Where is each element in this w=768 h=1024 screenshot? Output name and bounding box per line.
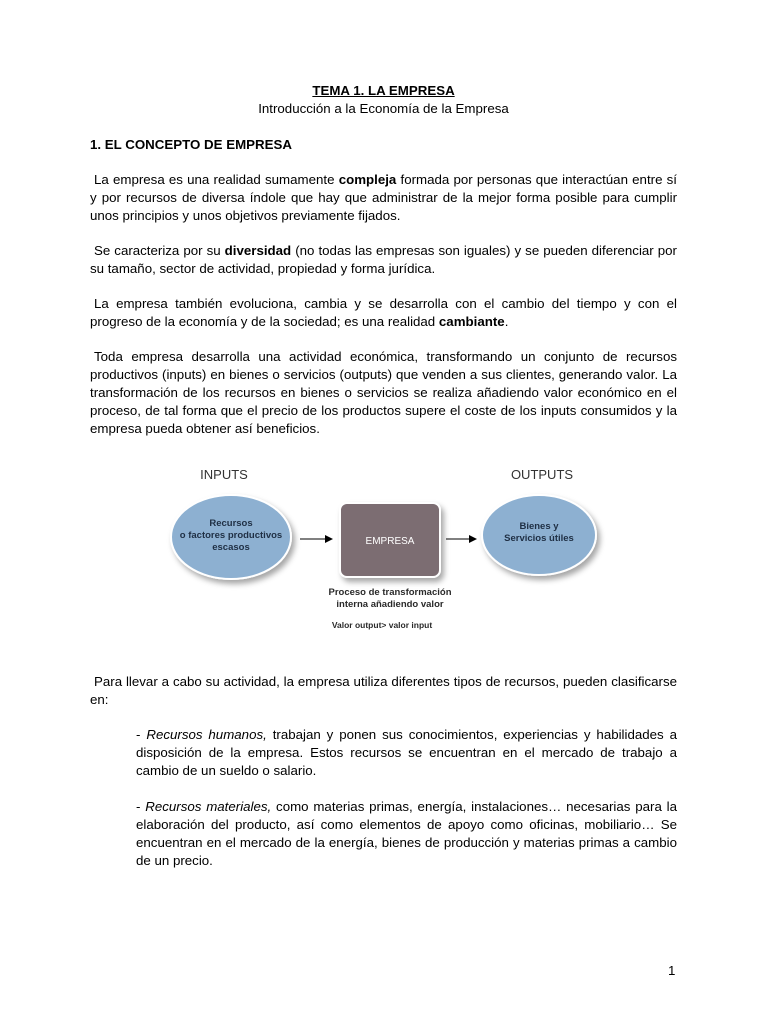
paragraph-change: [90, 295, 677, 331]
list-dash: -: [136, 799, 146, 814]
process-line-2: interna añadiendo valor: [336, 599, 444, 610]
empresa-label: EMPRESA: [365, 536, 415, 547]
bold-term: diversidad: [224, 243, 292, 258]
page-number: 1: [668, 963, 676, 978]
text-run: La empresa es una realidad sumamente: [94, 172, 339, 187]
paragraph-complexity: [90, 171, 677, 225]
paragraph-diversity: [90, 242, 677, 278]
document-subtitle: Introducción a la Economía de la Empresa: [258, 101, 509, 116]
document-page: [90, 82, 677, 888]
inputs-outputs-diagram: [134, 455, 646, 655]
text-run: como materias primas, energía, instalaciones… necesarias para la elaboración del producto, así como elementos de apoyo como oficinas, mobiliario… Se encuentran en el mercado de la energía, bienes de producción y materias primas a cambio de un precio.: [136, 799, 677, 868]
section-heading: 1. EL CONCEPTO DE EMPRESA: [90, 137, 292, 152]
input-line-1: Recursos: [209, 518, 253, 529]
output-line-2: Servicios útiles: [504, 533, 574, 544]
text-run: La empresa también evoluciona, cambia y se desarrolla con el cambio del tiempo y con el progreso de la economía y de la sociedad; es una realidad: [90, 296, 677, 329]
text-run: .: [504, 314, 509, 329]
output-line-1: Bienes y: [519, 521, 559, 532]
process-line-1: Proceso de transformación: [328, 587, 452, 598]
diagram-svg: [134, 455, 646, 655]
text-run: formada por personas que interactúan entre sí y por recursos de diversa índole que hay que administrar de la mejor forma posible para cumplir unos principios y unos objetivos previamente fijados.: [90, 172, 678, 223]
outputs-label: OUTPUTS: [510, 467, 574, 482]
resources-list: [136, 726, 677, 870]
list-dash: -: [136, 727, 147, 742]
list-item-human-resources: [136, 726, 677, 780]
italic-term: Recursos materiales,: [145, 799, 272, 814]
bold-term: compleja: [338, 172, 397, 187]
input-line-2: o factores productivos: [179, 530, 283, 541]
italic-term: Recursos humanos,: [146, 727, 267, 742]
inputs-label: INPUTS: [200, 467, 248, 482]
list-item-material-resources: [136, 798, 677, 870]
document-title: TEMA 1. LA EMPRESA: [312, 83, 455, 98]
text-run: trabajan y ponen sus conocimientos, experiencias y habilidades a disposición de la empresa. Estos recursos se encuentran en el mercado de trabajo a cambio de un sueldo o salario.: [136, 727, 677, 778]
input-line-3: escasos: [212, 542, 250, 553]
text-run: Se caracteriza por su: [94, 243, 225, 258]
value-note: Valor output> valor input: [331, 620, 433, 630]
text-run: (no todas las empresas son iguales) y se pueden diferenciar por su tamaño, sector de actividad, propiedad y forma jurídica.: [90, 243, 677, 276]
bold-term: cambiante: [438, 314, 505, 329]
paragraph-resources-intro: Para llevar a cabo su actividad, la empresa utiliza diferentes tipos de recursos, pueden clasificarse en:: [90, 674, 677, 707]
paragraph-activity: Toda empresa desarrolla una actividad económica, transformando un conjunto de recursos productivos (inputs) en bienes o servicios (outputs) que venden a sus clientes, generando valor. La transformación de los recursos en bienes o servicios se realiza añadiendo valor económico en el proceso, de tal forma que el precio de los productos supere el coste de los inputs consumidos y la empresa pueda obtener así beneficios.: [90, 349, 677, 436]
